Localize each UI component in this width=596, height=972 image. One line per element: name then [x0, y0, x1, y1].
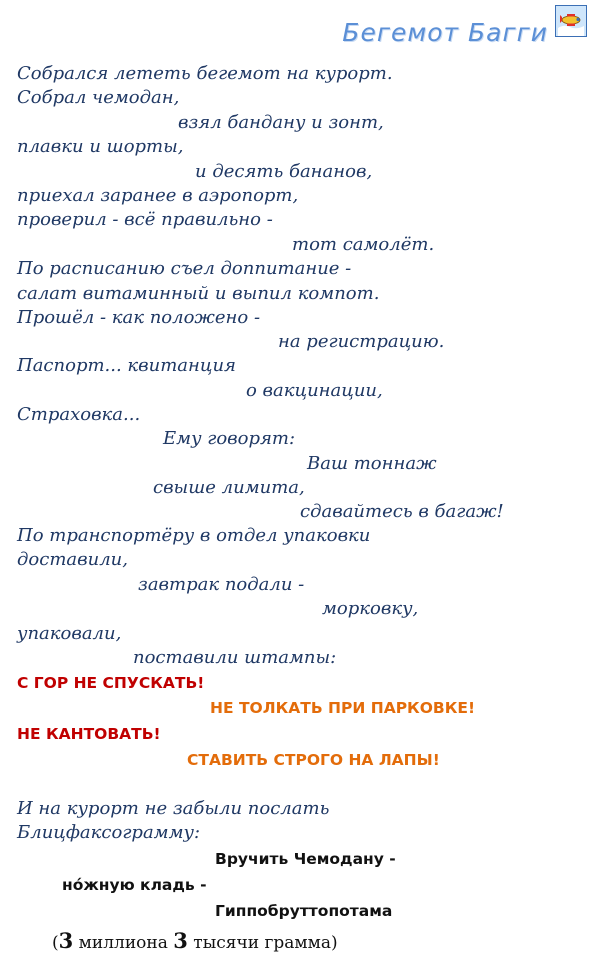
poem-line: приехал заранее в аэропорт, — [17, 185, 299, 206]
poem-line: тот самолёт. — [292, 234, 435, 255]
poem-line: о вакцинации, — [246, 380, 383, 401]
stamp-text: СТАВИТЬ СТРОГО НА ЛАПЫ! — [187, 751, 440, 769]
poem-line: сдавайтесь в багаж! — [300, 501, 504, 522]
poem-line: и десять бананов, — [195, 161, 373, 182]
poem-line: Страховка... — [17, 404, 141, 425]
telegram-line: Вручить Чемодану - — [215, 850, 396, 868]
poem-line: Блицфаксограмму: — [17, 822, 201, 843]
airplane-icon — [555, 5, 587, 37]
telegram-line: Гиппобруттопотама — [215, 902, 393, 920]
stamp-text: НЕ КАНТОВАТЬ! — [17, 725, 161, 743]
page-title: Бегемот Багги — [342, 18, 548, 47]
poem-line: морковку, — [322, 598, 419, 619]
poem-line: доставили, — [17, 549, 128, 570]
poem-line: проверил - всё правильно - — [17, 209, 273, 230]
poem-line: Собрался лететь бегемот на курорт. — [17, 63, 393, 84]
poem-line: завтрак подали - — [138, 574, 305, 595]
poem-line: Прошёл - как положено - — [17, 307, 261, 328]
poem-line: салат витаминный и выпил компот. — [17, 283, 380, 304]
stamp-text: С ГОР НЕ СПУСКАТЬ! — [17, 674, 205, 692]
poem-line: Собрал чемодан, — [17, 87, 180, 108]
poem-line: поставили штампы: — [133, 647, 337, 668]
poem-line: Паспорт... квитанция — [17, 355, 236, 376]
poem-line: По расписанию съел доппитание - — [17, 258, 352, 279]
stamp-text: НЕ ТОЛКАТЬ ПРИ ПАРКОВКЕ! — [210, 699, 476, 717]
poem-line: плавки и шорты, — [17, 136, 184, 157]
poem-line: Ваш тоннаж — [307, 453, 437, 474]
telegram-line: нóжную кладь - — [62, 876, 207, 894]
poem-line: упаковали, — [17, 623, 122, 644]
poem-line: свыше лимита, — [153, 477, 305, 498]
poem-line: И на курорт не забыли послать — [17, 798, 330, 819]
poem-line: на регистрацию. — [278, 331, 445, 352]
poem-line: По транспортёру в отдел упаковки — [17, 525, 371, 546]
poem-line: взял бандану и зонт, — [178, 112, 384, 133]
weight-line: (3 миллиона 3 тысячи грамма) — [52, 928, 338, 953]
poem-line: Ему говорят: — [163, 428, 296, 449]
